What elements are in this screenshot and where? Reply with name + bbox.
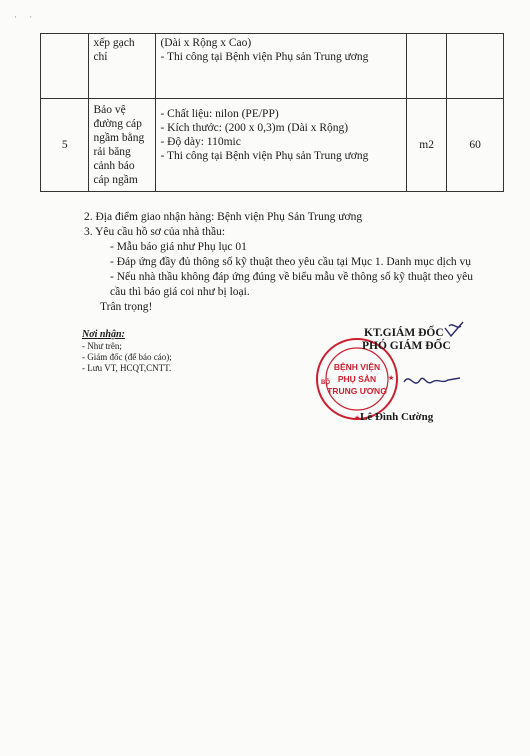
- item-name-line: Bảo vệ: [93, 104, 126, 116]
- bidder-requirements-item: 3. Yêu cầu hồ sơ của nhà thầu:: [84, 226, 226, 238]
- recipient-item: - Giám đốc (để báo cáo);: [82, 352, 172, 362]
- spec-line: (Dài x Rộng x Cao): [160, 37, 252, 49]
- items-table: [40, 33, 504, 192]
- table-row: [41, 99, 504, 192]
- spec-cell: [156, 34, 407, 99]
- requirement-line: - Nếu nhà thầu không đáp ứng đúng về biểu mẫu về thông số kỹ thuật theo yêu: [110, 271, 473, 283]
- recipient-item: - Như trên;: [82, 341, 122, 351]
- stt-cell: [41, 34, 89, 99]
- stamp-text-line: BỆNH VIỆN: [333, 362, 381, 372]
- item-name-line: ngầm bằng: [93, 132, 145, 144]
- item-name-line: xếp gạch: [93, 37, 135, 49]
- signature-title: KT.GIÁM ĐỐC: [364, 327, 444, 339]
- spec-line: - Thi công tại Bệnh viện Phụ sản Trung ương: [160, 150, 369, 162]
- scan-dots: · ·: [14, 12, 38, 22]
- stamp-text-line: TRUNG ƯƠNG: [327, 386, 387, 396]
- spec-line: - Thi công tại Bệnh viện Phụ sản Trung ương: [160, 51, 369, 63]
- item-name-line: đường cáp: [93, 118, 142, 130]
- quantity-cell: [447, 34, 504, 99]
- stamp-star-bottom: ★: [354, 414, 361, 422]
- requirement-line: - Mẫu báo giá như Phụ lục 01: [110, 241, 247, 253]
- unit-cell: [407, 34, 447, 99]
- stt-cell: 5: [41, 99, 89, 192]
- item-name-line: chỉ: [93, 51, 108, 63]
- recipients-block: [82, 329, 172, 374]
- closing-text: Trân trọng!: [100, 301, 153, 313]
- delivery-location-item: 2. Địa điểm giao nhận hàng: Bệnh viện Phụ Sản Trung ương: [84, 211, 363, 223]
- spec-line: - Độ dày: 110mic: [160, 136, 241, 148]
- quantity-cell: 60: [447, 99, 504, 192]
- stamp-text-line: PHỤ SẢN: [337, 374, 377, 384]
- unit-cell: m2: [407, 99, 447, 192]
- item-name-line: cáp ngầm: [93, 174, 138, 186]
- recipient-item: - Lưu VT, HCQT,CNTT.: [82, 363, 172, 373]
- item-name-line: rải băng: [93, 146, 131, 158]
- stamp-side-text: BỘ: [321, 380, 330, 386]
- signature-subtitle: PHÓ GIÁM ĐỐC: [362, 340, 451, 352]
- body-text: [84, 210, 504, 315]
- spec-line: - Chất liệu: nilon (PE/PP): [160, 108, 279, 120]
- handwritten-signature: [402, 368, 462, 394]
- initial-mark: [443, 320, 467, 340]
- requirement-line: cầu thì báo giá coi như bị loại.: [110, 286, 250, 298]
- spec-cell: [156, 99, 407, 192]
- item-name-line: cảnh báo: [93, 160, 135, 172]
- spec-line: - Kích thước: (200 x 0,3)m (Dài x Rộng): [160, 122, 349, 134]
- signer-name: Lê Đình Cường: [360, 411, 434, 423]
- stamp-star-right: ★: [388, 374, 395, 382]
- item-name-cell: [89, 34, 156, 99]
- recipients-title: Nơi nhận:: [82, 329, 125, 340]
- table-row: [41, 34, 504, 99]
- requirement-line: - Đáp ứng đầy đủ thông số kỹ thuật theo yêu cầu tại Mục 1. Danh mục dịch vụ: [110, 256, 472, 268]
- item-name-cell: [89, 99, 156, 192]
